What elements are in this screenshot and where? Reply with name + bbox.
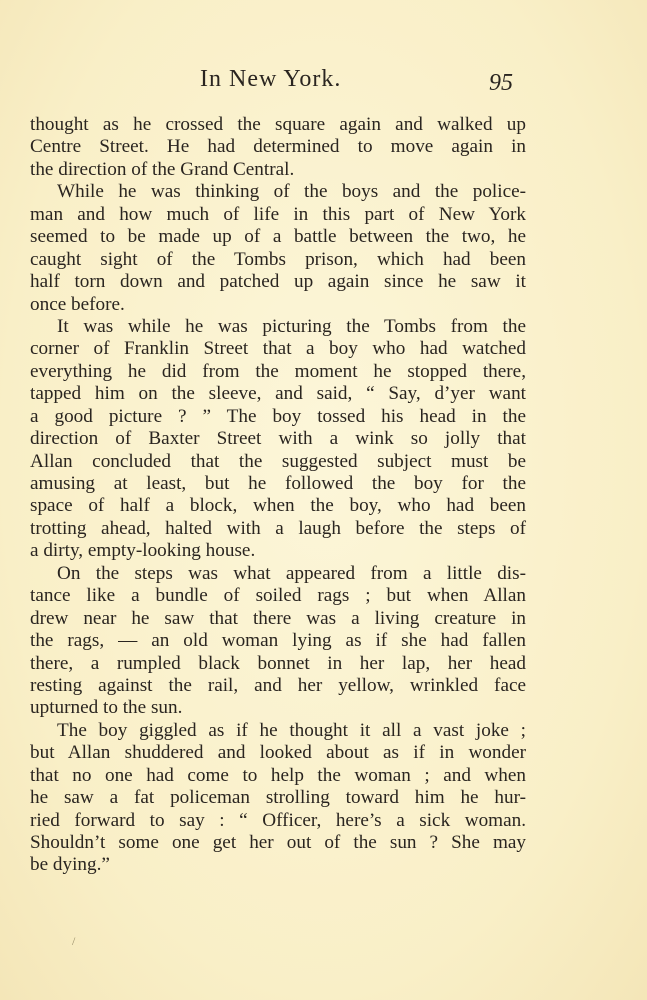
text-line: the direction of the Grand Central.	[30, 158, 295, 180]
text-line: that no one had come to help the woman ; and when	[30, 764, 526, 786]
text-line: caught sight of the Tombs prison, which had been	[30, 248, 526, 270]
text-line: but Allan shuddered and looked about as if in wonder	[30, 742, 526, 764]
text-line: amusing at least, but he followed the boy for the	[30, 473, 526, 494]
text-line: space of half a block, when the boy, who had been	[30, 495, 526, 517]
body-text	[30, 114, 526, 877]
stray-mark: /	[72, 934, 76, 948]
text-line: he saw a fat policeman strolling toward him he hur-	[30, 787, 526, 809]
text-line: ried forward to say : “ Officer, here’s a sick woman.	[30, 809, 526, 831]
text-line: a good picture ? ” The boy tossed his head in the	[30, 405, 526, 427]
text-line: The boy giggled as if he thought it all a vast joke ;	[57, 719, 526, 741]
text-line: seemed to be made up of a battle between the two, he	[30, 226, 526, 248]
text-line: direction of Baxter Street with a wink so jolly that	[30, 428, 526, 450]
text-line: drew near he saw that there was a living creature in	[30, 607, 526, 629]
text-line: tapped him on the sleeve, and said, “ Say, d’yer want	[30, 383, 526, 405]
text-line: While he was thinking of the boys and the police-	[57, 181, 526, 203]
text-line: thought as he crossed the square again and walked up	[30, 114, 526, 135]
text-line: tance like a bundle of soiled rags ; but when Allan	[30, 585, 526, 607]
text-line: trotting ahead, halted with a laugh before the steps of	[30, 517, 526, 539]
text-line: man and how much of life in this part of New York	[30, 203, 526, 225]
text-line: corner of Franklin Street that a boy who had watched	[30, 338, 526, 360]
text-line: everything he did from the moment he stopped there,	[30, 360, 526, 382]
text-line: half torn down and patched up again since he saw it	[30, 271, 526, 293]
text-line: be dying.”	[30, 854, 110, 876]
text-line: Centre Street. He had determined to move again in	[30, 136, 526, 158]
text-line: On the steps was what appeared from a little dis-	[57, 562, 526, 584]
text-line: there, a rumpled black bonnet in her lap, her head	[30, 652, 526, 674]
running-head: In New York.	[200, 66, 342, 92]
text-line: upturned to the sun.	[30, 697, 183, 719]
text-line: It was while he was picturing the Tombs from the	[57, 315, 526, 337]
text-line: Allan concluded that the suggested subject must be	[30, 450, 526, 472]
text-line: once before.	[30, 293, 125, 315]
text-line: resting against the rail, and her yellow, wrinkled face	[30, 674, 526, 696]
text-line: the rags, — an old woman lying as if she had fallen	[30, 630, 526, 652]
text-line: a dirty, empty-looking house.	[30, 540, 256, 562]
page-number: 95	[489, 70, 513, 96]
text-line: Shouldn’t some one get her out of the sun ? She may	[30, 832, 526, 853]
